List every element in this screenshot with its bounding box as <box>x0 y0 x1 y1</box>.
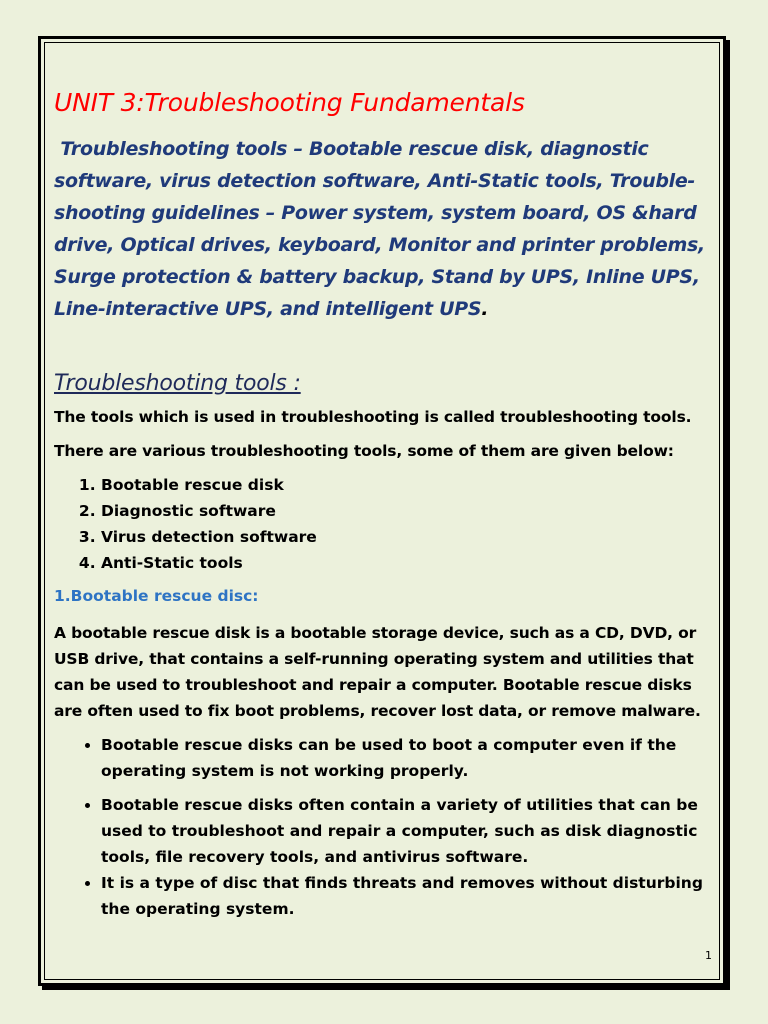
bullet-list <box>54 732 714 922</box>
document-content <box>54 88 714 922</box>
tools-list <box>54 472 714 576</box>
intro-paragraph-1: The tools which is used in troubleshooting is called troubleshooting tools. <box>54 408 692 426</box>
bullet-item: • It is a type of disc that finds threats and removes without disturbing the operating system. <box>101 870 714 922</box>
sub-heading: 1.Bootable rescue disc: <box>54 587 259 605</box>
unit-summary-text: Troubleshooting tools – Bootable rescue disk, diagnostic software, virus detection software, Anti-Static tools, Trouble-shooting guidelines – Power system, system board, OS &hard drive, Optical drives, keyboard, Monitor and printer problems, Surge protection & battery backup, Stand by UPS, Inline UPS, Line-interactive UPS, and intelligent UPS <box>54 138 705 320</box>
page-number: 1 <box>705 949 712 962</box>
unit-title: UNIT 3:Troubleshooting Fundamentals <box>54 88 525 117</box>
description-paragraph: A bootable rescue disk is a bootable storage device, such as a CD, DVD, or USB drive, that contains a self-running operating system and utilities that can be used to troubleshoot and repair a computer. Bootable rescue disks are often used to fix boot problems, recover lost data, or remove malware. <box>54 624 701 720</box>
section-heading: Troubleshooting tools : <box>54 371 301 396</box>
unit-summary <box>54 133 714 325</box>
bullet-item: • Bootable rescue disks can be used to boot a computer even if the operating system is not working properly. <box>101 732 714 784</box>
intro-paragraph-2: There are various troubleshooting tools, some of them are given below: <box>54 442 674 460</box>
bullet-item: • Bootable rescue disks often contain a variety of utilities that can be used to troubleshoot and repair a computer, such as disk diagnostic tools, file recovery tools, and antivirus software. <box>101 792 714 870</box>
list-item: 4. Anti-Static tools <box>101 550 714 576</box>
list-item: 2. Diagnostic software <box>101 498 714 524</box>
list-item: 3. Virus detection software <box>101 524 714 550</box>
unit-summary-period: . <box>481 298 489 320</box>
list-item: 1. Bootable rescue disk <box>101 472 714 498</box>
